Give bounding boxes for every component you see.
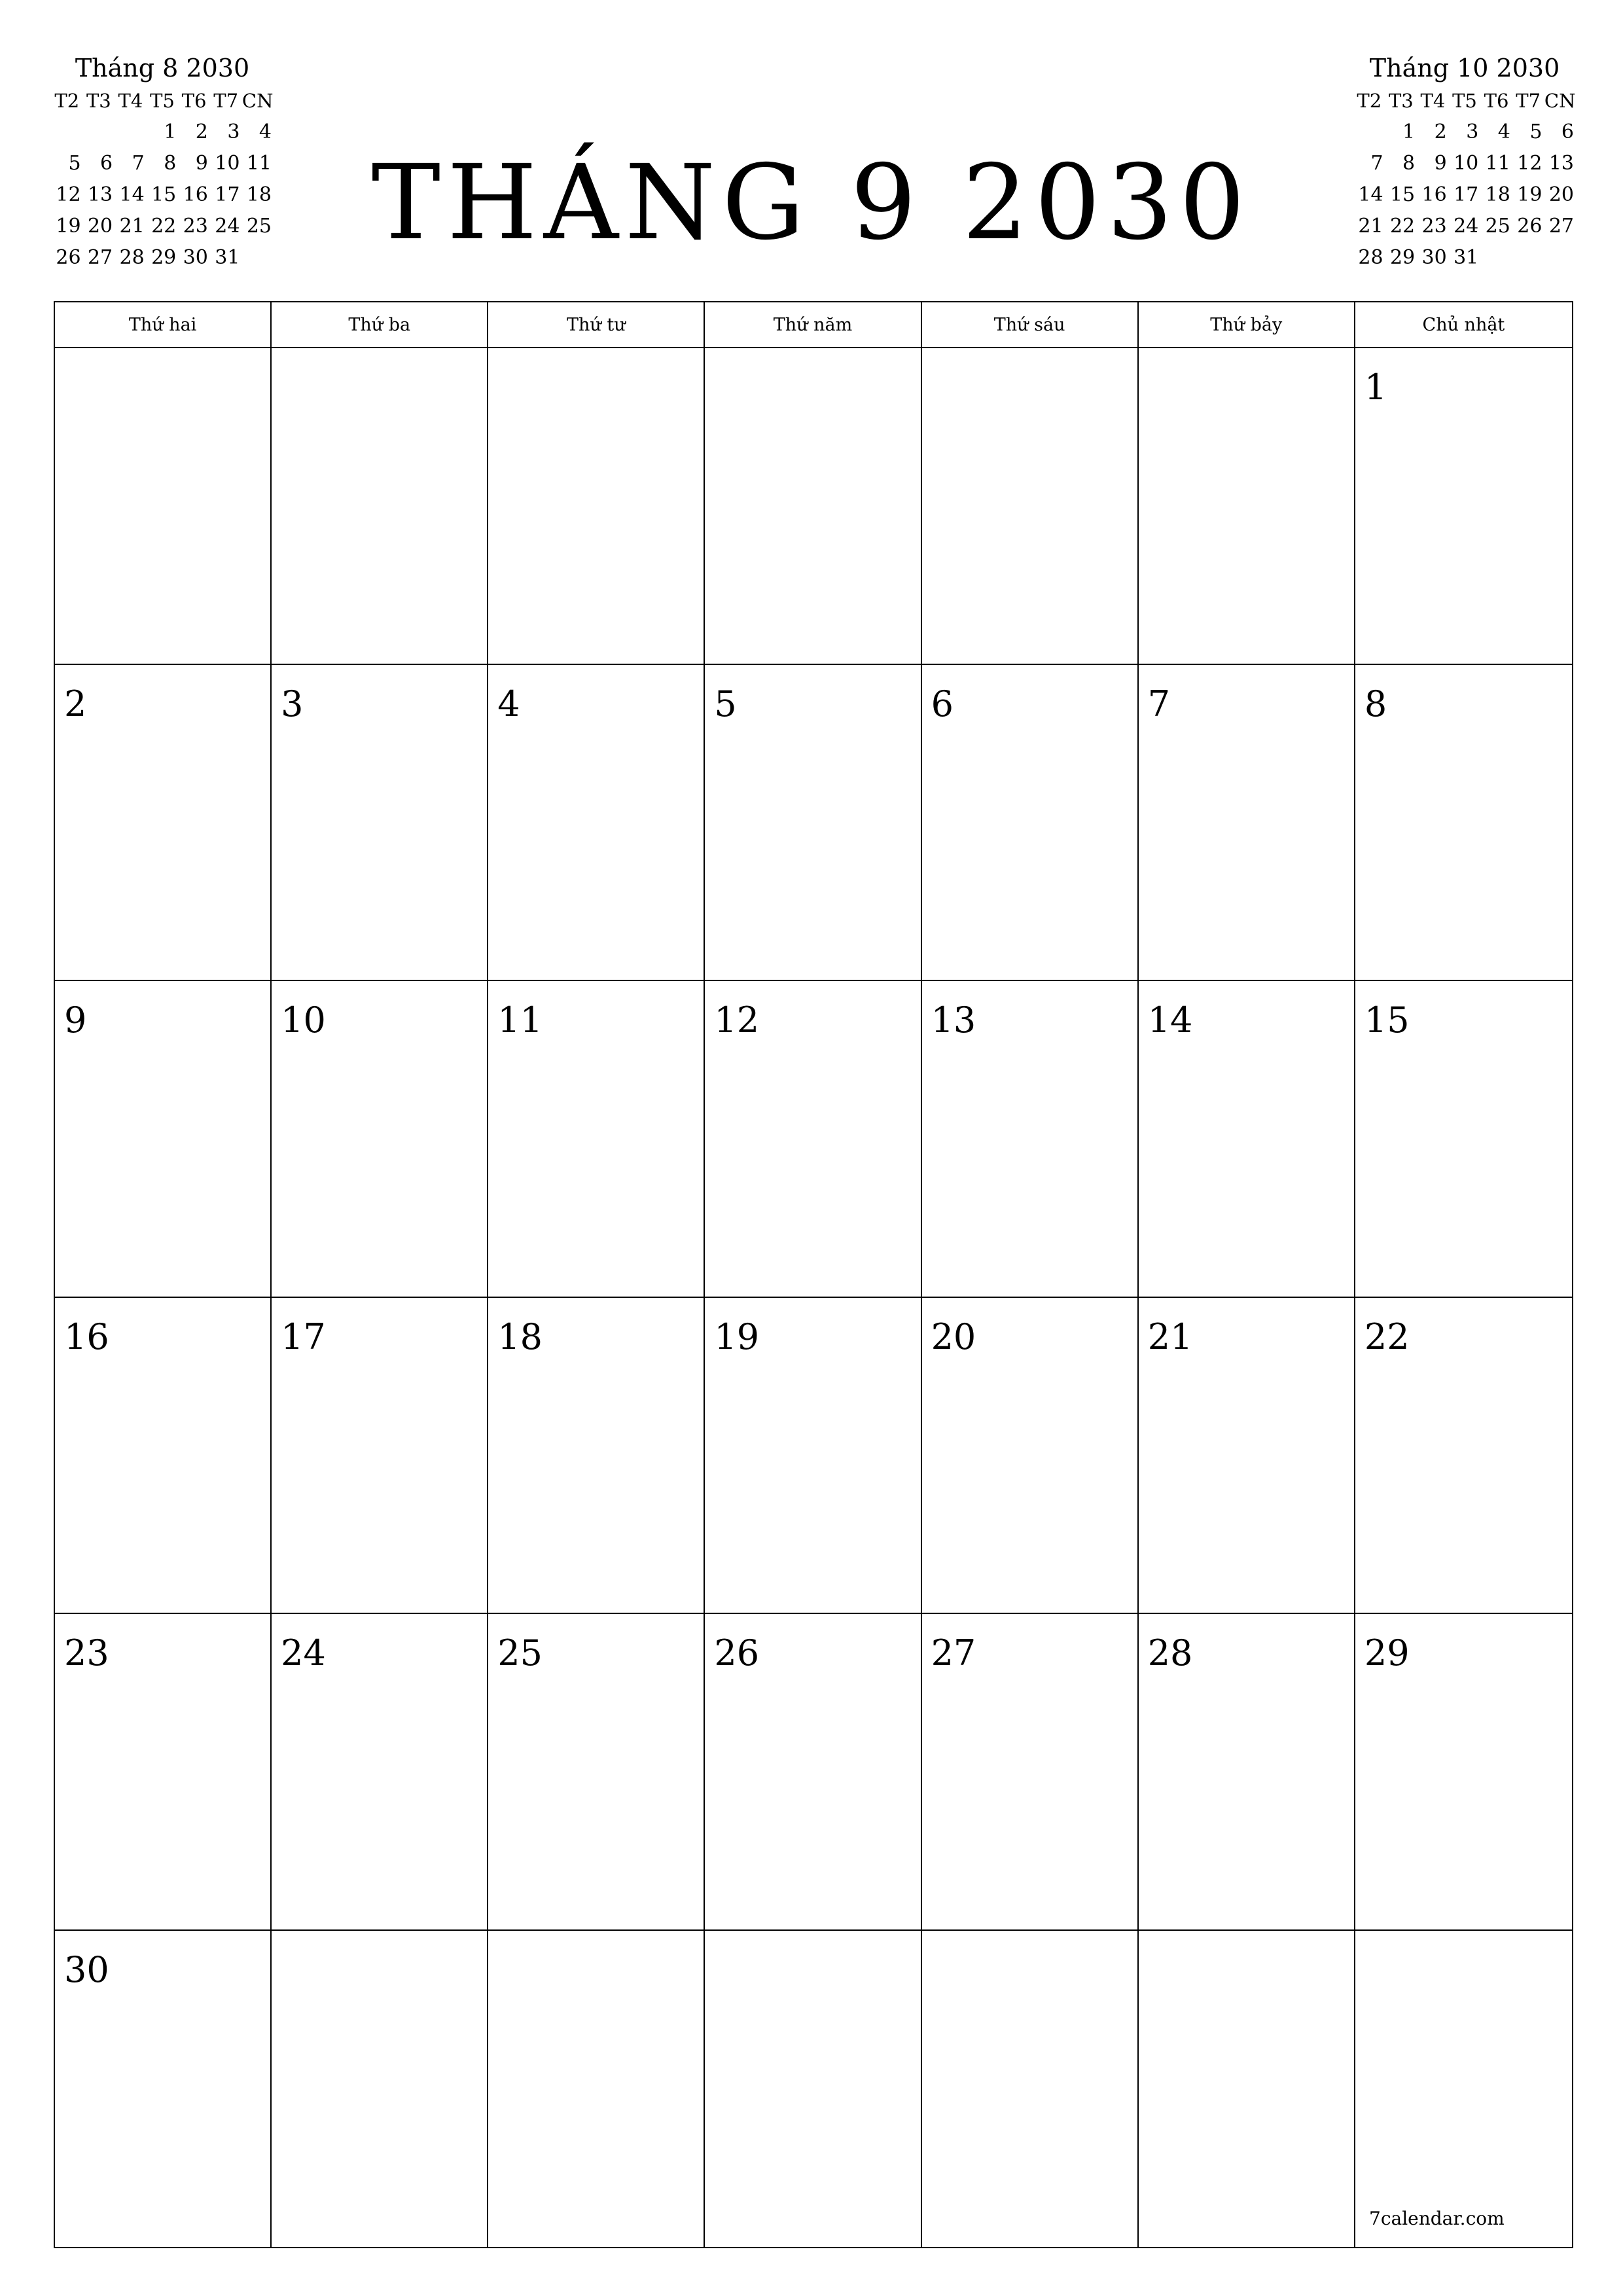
day-cell	[922, 1931, 1139, 2248]
mini-calendar-title: Tháng 10 2030	[1369, 54, 1560, 82]
mini-day: 2	[1434, 120, 1447, 143]
mini-day: 6	[100, 152, 113, 175]
day-number: 16	[64, 1316, 109, 1357]
mini-day: 7	[132, 152, 145, 175]
mini-weekday-header: T3	[86, 90, 111, 112]
day-cell	[1355, 1614, 1572, 1931]
day-cell	[1139, 1298, 1355, 1615]
weekday-header: Thứ ba	[272, 302, 488, 348]
day-cell	[922, 665, 1139, 982]
day-number: 15	[1364, 999, 1410, 1041]
mini-day: 10	[1454, 152, 1479, 175]
mini-day: 29	[151, 246, 177, 269]
footer-site-credit: 7calendar.com	[1369, 2208, 1505, 2229]
weekday-header: Thứ bảy	[1139, 302, 1355, 348]
day-cell	[488, 348, 705, 665]
day-number: 18	[497, 1316, 543, 1357]
mini-day: 5	[68, 152, 81, 175]
mini-day: 27	[1548, 215, 1574, 238]
day-cell	[272, 981, 488, 1298]
mini-weekday-header: T4	[118, 90, 143, 112]
mini-day: 1	[164, 120, 177, 143]
mini-weekday-header: T7	[1516, 90, 1541, 112]
mini-day: 23	[1421, 215, 1447, 238]
weekday-header: Thứ năm	[705, 302, 921, 348]
mini-day: 26	[1517, 215, 1543, 238]
mini-calendar-next-month	[1353, 51, 1576, 274]
day-number: 11	[497, 999, 543, 1041]
mini-day: 7	[1370, 152, 1383, 175]
mini-day: 18	[1485, 183, 1510, 206]
weekday-header: Chủ nhật	[1355, 302, 1572, 348]
day-number: 28	[1147, 1632, 1193, 1674]
mini-day: 23	[183, 215, 208, 238]
mini-day: 19	[1517, 183, 1543, 206]
mini-weekday-header: T4	[1420, 90, 1446, 112]
mini-day: 29	[1389, 246, 1416, 269]
day-cell	[922, 981, 1139, 1298]
mini-weekday-header: T3	[1388, 90, 1414, 112]
mini-day: 19	[56, 215, 81, 238]
day-cell	[55, 1931, 272, 2248]
mini-weekday-header: T2	[1357, 90, 1382, 112]
day-cell	[705, 1298, 921, 1615]
mini-day: 15	[1389, 183, 1416, 206]
mini-weekday-header: T5	[1452, 90, 1477, 112]
mini-day: 13	[87, 183, 113, 206]
mini-day: 28	[1358, 246, 1383, 269]
mini-day: 5	[1529, 120, 1543, 143]
mini-weekday-header: CN	[241, 90, 274, 112]
mini-calendar-grid	[1353, 85, 1576, 274]
day-cell	[1355, 981, 1572, 1298]
day-cell	[488, 1931, 705, 2248]
day-cell	[272, 1298, 488, 1615]
day-cell	[1139, 981, 1355, 1298]
day-cell	[705, 981, 921, 1298]
mini-day: 27	[87, 246, 113, 269]
day-cell	[55, 348, 272, 665]
day-cell	[705, 1614, 921, 1931]
day-cell	[705, 348, 921, 665]
day-cell	[488, 665, 705, 982]
day-number: 4	[497, 683, 520, 725]
day-cell	[488, 1614, 705, 1931]
mini-day: 24	[215, 215, 240, 238]
mini-day: 14	[119, 183, 145, 206]
day-cell	[922, 1614, 1139, 1931]
mini-day: 16	[1421, 183, 1447, 206]
day-number: 17	[281, 1316, 326, 1357]
mini-day: 10	[215, 152, 240, 175]
day-number: 7	[1147, 683, 1171, 725]
day-cell	[922, 1298, 1139, 1615]
day-number: 8	[1364, 683, 1387, 725]
mini-day: 1	[1402, 120, 1416, 143]
day-cell	[1139, 1614, 1355, 1931]
day-number: 12	[714, 999, 760, 1041]
day-cell	[55, 1614, 272, 1931]
mini-day: 22	[151, 215, 177, 238]
weekday-header: Thứ tư	[488, 302, 705, 348]
mini-day: 9	[195, 152, 208, 175]
day-number: 27	[931, 1632, 976, 1674]
mini-day: 30	[183, 246, 208, 269]
mini-day: 13	[1548, 152, 1574, 175]
mini-day: 30	[1421, 246, 1447, 269]
day-cell	[272, 348, 488, 665]
day-number: 3	[281, 683, 304, 725]
day-number: 14	[1147, 999, 1193, 1041]
day-number: 2	[64, 683, 87, 725]
day-cell	[922, 348, 1139, 665]
mini-day: 24	[1454, 215, 1479, 238]
day-number: 9	[64, 999, 87, 1041]
mini-day: 2	[195, 120, 208, 143]
day-cell	[55, 665, 272, 982]
mini-day: 3	[1466, 120, 1479, 143]
mini-weekday-header: T6	[1484, 90, 1509, 112]
day-cell	[705, 665, 921, 982]
day-number: 26	[714, 1632, 760, 1674]
mini-day: 12	[56, 183, 81, 206]
day-number: 25	[497, 1632, 543, 1674]
mini-day	[1512, 242, 1544, 274]
day-cell	[1355, 348, 1572, 665]
weekday-header: Thứ hai	[55, 302, 272, 348]
mini-day: 11	[1485, 152, 1510, 175]
page-title: THÁNG 9 2030	[371, 143, 1252, 263]
day-number: 6	[931, 683, 954, 725]
day-cell	[1139, 348, 1355, 665]
mini-day: 17	[215, 183, 240, 206]
mini-day: 8	[164, 152, 177, 175]
day-cell	[1355, 1298, 1572, 1615]
day-number: 19	[714, 1316, 760, 1357]
day-number: 10	[281, 999, 326, 1041]
mini-day: 9	[1434, 152, 1447, 175]
day-cell	[55, 1298, 272, 1615]
day-cell	[1139, 665, 1355, 982]
mini-weekday-header: T5	[150, 90, 175, 112]
mini-day	[1353, 117, 1385, 148]
day-number: 22	[1364, 1316, 1410, 1357]
mini-day: 8	[1402, 152, 1416, 175]
day-cell	[705, 1931, 921, 2248]
day-cell	[272, 665, 488, 982]
mini-day	[1480, 242, 1512, 274]
mini-day: 21	[1358, 215, 1383, 238]
mini-day: 21	[119, 215, 145, 238]
day-number: 30	[64, 1948, 109, 1990]
mini-calendar-title: Tháng 8 2030	[75, 54, 250, 82]
day-cell	[55, 981, 272, 1298]
mini-day: 31	[215, 246, 240, 269]
mini-day: 28	[119, 246, 145, 269]
month-calendar-grid	[54, 301, 1573, 2248]
mini-weekday-header: T6	[181, 90, 207, 112]
mini-day: 4	[259, 120, 272, 143]
day-number: 29	[1364, 1632, 1410, 1674]
day-number: 24	[281, 1632, 326, 1674]
day-number: 5	[714, 683, 737, 725]
day-number: 1	[1364, 367, 1387, 408]
mini-weekday-header: T7	[213, 90, 239, 112]
day-cell	[272, 1614, 488, 1931]
mini-day: 15	[151, 183, 177, 206]
mini-day: 6	[1561, 120, 1574, 143]
mini-day: 3	[227, 120, 240, 143]
mini-day: 4	[1497, 120, 1510, 143]
mini-day: 18	[246, 183, 272, 206]
mini-day: 25	[246, 215, 272, 238]
mini-day: 20	[87, 215, 113, 238]
mini-day: 26	[56, 246, 81, 269]
day-cell	[1355, 1931, 1572, 2248]
weekday-header: Thứ sáu	[922, 302, 1139, 348]
day-cell	[1355, 665, 1572, 982]
mini-day: 25	[1485, 215, 1510, 238]
mini-day: 12	[1517, 152, 1543, 175]
day-number: 20	[931, 1316, 976, 1357]
day-cell	[488, 981, 705, 1298]
mini-day: 20	[1548, 183, 1574, 206]
mini-weekday-header: T2	[54, 90, 80, 112]
mini-weekday-header: CN	[1544, 90, 1576, 112]
day-cell	[1139, 1931, 1355, 2248]
mini-day: 16	[183, 183, 208, 206]
mini-day: 31	[1454, 246, 1479, 269]
mini-day	[1544, 242, 1576, 274]
day-cell	[272, 1931, 488, 2248]
mini-day: 11	[246, 152, 272, 175]
mini-day: 17	[1454, 183, 1479, 206]
day-number: 23	[64, 1632, 109, 1674]
day-number: 21	[1147, 1316, 1193, 1357]
mini-day: 14	[1358, 183, 1383, 206]
mini-day: 22	[1389, 215, 1416, 238]
day-cell	[488, 1298, 705, 1615]
day-number: 13	[931, 999, 976, 1041]
